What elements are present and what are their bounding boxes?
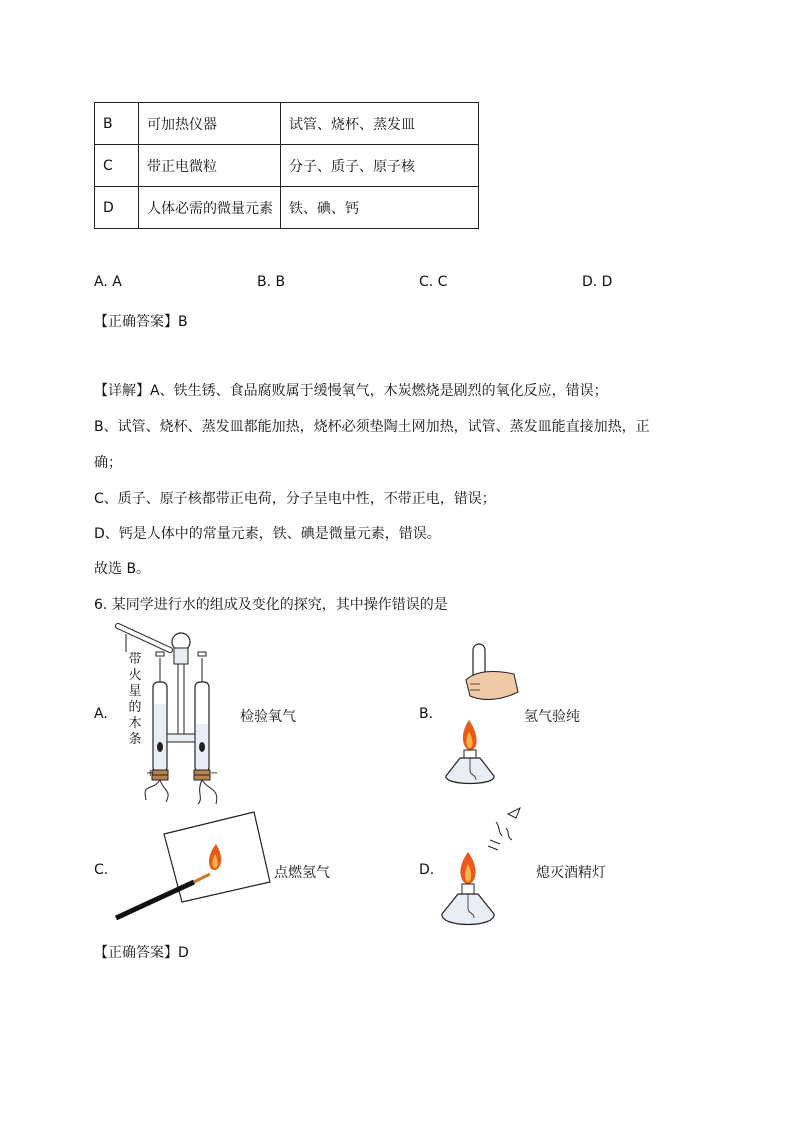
row-category: 人体必需的微量元素 xyxy=(139,187,281,229)
row-items: 试管、烧杯、蒸发皿 xyxy=(281,103,479,145)
table-row xyxy=(95,187,479,229)
option-a-label: 检验氧气 xyxy=(240,709,296,725)
table-row xyxy=(95,145,479,187)
q5-answer: 【正确答案】B xyxy=(94,314,188,330)
q6-stem: 6. 某同学进行水的组成及变化的探究，其中操作错误的是 xyxy=(94,597,448,613)
splint-vertical-label xyxy=(128,652,142,748)
vertical-char: 木 xyxy=(128,716,142,731)
detail-line: C、质子、原子核都带正电荷，分子呈电中性，不带正电，错误； xyxy=(94,491,496,507)
classification-table xyxy=(94,102,479,229)
q6-answer: 【正确答案】D xyxy=(94,945,189,961)
row-letter: B xyxy=(95,103,139,145)
option-d-label: 熄灭酒精灯 xyxy=(536,865,606,881)
vertical-char: 的 xyxy=(128,700,142,715)
option-b-letter: B. xyxy=(419,706,434,722)
detail-line: 故选 B。 xyxy=(94,561,151,577)
row-letter: C xyxy=(95,145,139,187)
option-d-letter: D. xyxy=(419,862,435,878)
option-d: D. D xyxy=(582,274,613,290)
row-letter: D xyxy=(95,187,139,229)
plus-sign: + xyxy=(146,768,155,779)
vertical-char: 火 xyxy=(128,668,142,683)
option-c-letter: C. xyxy=(94,862,109,878)
extinguishing-lamp-illustration xyxy=(436,804,536,936)
table-row xyxy=(95,103,479,145)
vertical-char: 带 xyxy=(128,652,142,667)
option-a-letter: A. xyxy=(94,706,108,722)
lighting-hydrogen-illustration xyxy=(112,810,272,925)
detail-line: 【详解】A、铁生锈、食品腐败属于缓慢氧气，木炭燃烧是剧烈的氧化反应，错误； xyxy=(94,383,608,399)
vertical-char: 星 xyxy=(128,684,142,699)
option-b-label: 氢气验纯 xyxy=(524,709,580,725)
hydrogen-purity-test-illustration xyxy=(436,640,526,790)
row-items: 分子、质子、原子核 xyxy=(281,145,479,187)
option-c-label: 点燃氢气 xyxy=(274,865,330,881)
option-a: A. A xyxy=(94,274,122,290)
detail-line: 确； xyxy=(94,455,122,471)
minus-sign: − xyxy=(210,768,219,779)
option-c: C. C xyxy=(419,274,448,290)
row-category: 带正电微粒 xyxy=(139,145,281,187)
vertical-char: 条 xyxy=(128,732,142,747)
row-category: 可加热仪器 xyxy=(139,103,281,145)
detail-line: D、钙是人体中的常量元素，铁、碘是微量元素，错误。 xyxy=(94,526,441,542)
option-b: B. B xyxy=(257,274,286,290)
detail-line: B、试管、烧杯、蒸发皿都能加热，烧杯必须垫陶土网加热，试管、蒸发皿能直接加热，正 xyxy=(94,419,650,435)
row-items: 铁、碘、钙 xyxy=(281,187,479,229)
